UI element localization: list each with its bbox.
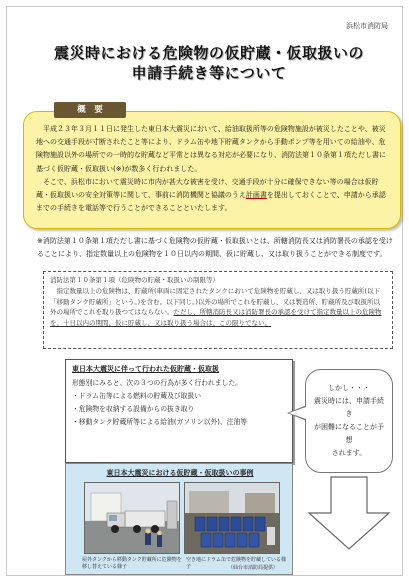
summary-paragraph-2-a: そこで、浜松市において震災時に市内が甚大な被害を受け、交通手段が十分に確保できない等の場合は仮貯蔵・仮取扱いの安全対策等に関して、事前に消防機関と協議のうえ <box>36 177 379 200</box>
organization-name: 浜松市消防局 <box>346 22 388 30</box>
bubble-line: されます。 <box>331 449 367 457</box>
law-excerpt-box <box>43 271 393 349</box>
plan-document-term: 計画書 <box>245 191 267 200</box>
summary-paragraph-2-b: を提出しておくことで、申請から承認までの手続きを電話等で行うことができることといたします。 <box>36 191 386 213</box>
law-text-proviso: ただし、所轄消防長又は消防署長の承認を受けて指定数量以上の危険物を、十日以内の期間、仮に貯蔵し、又は取り扱う場合は、この限りでない。 <box>50 308 382 327</box>
speech-bubble-tail-inner <box>289 407 306 419</box>
photo-caption-2: 空き地にドラム缶で危険物を貯蔵している様子 <box>186 557 286 570</box>
summary-tag: 概 要 <box>54 102 126 118</box>
summary-paragraph-2 <box>36 176 392 216</box>
title-line-1: 震災時における危険物の仮貯蔵・仮取扱いの <box>53 44 364 62</box>
tanker-transfer-photo <box>84 482 180 554</box>
experience-item: ・移動タンク貯蔵所等による給油(ガソリン以外)、注油等 <box>72 418 248 426</box>
summary-paragraph-1: 平成２３年３月１１日に発生した東日本大震災において、給油取扱所等の危険物施設が被災したことや、被災地への交通手段が寸断されたこと等により、ドラム缶や地下貯蔵タンクから手動ポンプ等を用いての給油や、危険物施設以外の場所での一時的な貯蔵など平常とは異なる対応が必要になり、消防法第１０条第１項ただし書に基づく仮貯蔵・仮取扱い(※)が数多く行われました。 <box>36 125 386 173</box>
summary-box <box>23 105 401 229</box>
law-text-main: 指定数量以上の危険物は、貯蔵所(車両に固定されたタンクにおいて危険物を貯蔵し、又は取り扱う貯蔵所(以下「移動タンク貯蔵所」という。)を含む。以下同じ。)以外の場所でこれを貯蔵し、又は製造所、貯蔵所及び取扱所以外の場所でこれを取り扱つてはならない。 <box>50 287 380 316</box>
photo-credit: （仙台市消防局提供） <box>227 565 278 571</box>
case-examples-box <box>65 463 293 575</box>
speech-bubble <box>305 369 393 473</box>
bubble-line: 震災時には、申請手続き <box>314 397 384 418</box>
experience-item: ・ドラム缶等による燃料の貯蔵及び取扱い <box>72 392 202 400</box>
document-title <box>29 43 389 83</box>
drum-storage-photo <box>184 482 280 554</box>
document-page <box>6 6 403 576</box>
summary-text <box>36 123 392 215</box>
experience-title: 東日本大震災に伴って行われた仮貯蔵・仮取扱 <box>72 365 219 373</box>
photo-caption-1: 屋外タンクから移動タンク貯蔵所に危険物を移し替えている様子 <box>82 557 182 570</box>
experience-box <box>65 359 293 463</box>
bubble-line: しかし・・・ <box>328 384 370 392</box>
down-arrow-icon <box>303 475 395 551</box>
case-examples-title: 東日本大震災における仮貯蔵・仮取扱いの事例 <box>106 469 254 477</box>
title-line-2: 申請手続き等について <box>131 64 287 82</box>
experience-item: ・危険物を収納する設備からの抜き取り <box>72 405 195 413</box>
law-text <box>50 286 386 328</box>
bubble-line: が困難になることが予想 <box>314 423 384 444</box>
law-title: 消防法第１０条第１項（危険物の貯蔵・取扱いの制限等） <box>50 276 219 284</box>
experience-lead: 形態別にみると、次の３つの行為が多く行われました。 <box>72 379 242 387</box>
definition-note: ※消防法第１０条第１項ただし書に基づく危険物の仮貯蔵・仮取扱いとは、所轄消防長又は消防署長の承認を受けることにより、指定数量以上の危険物を１０日以内の期間、仮に貯蔵し、又は取り扱うことができる制度です。 <box>37 237 393 258</box>
